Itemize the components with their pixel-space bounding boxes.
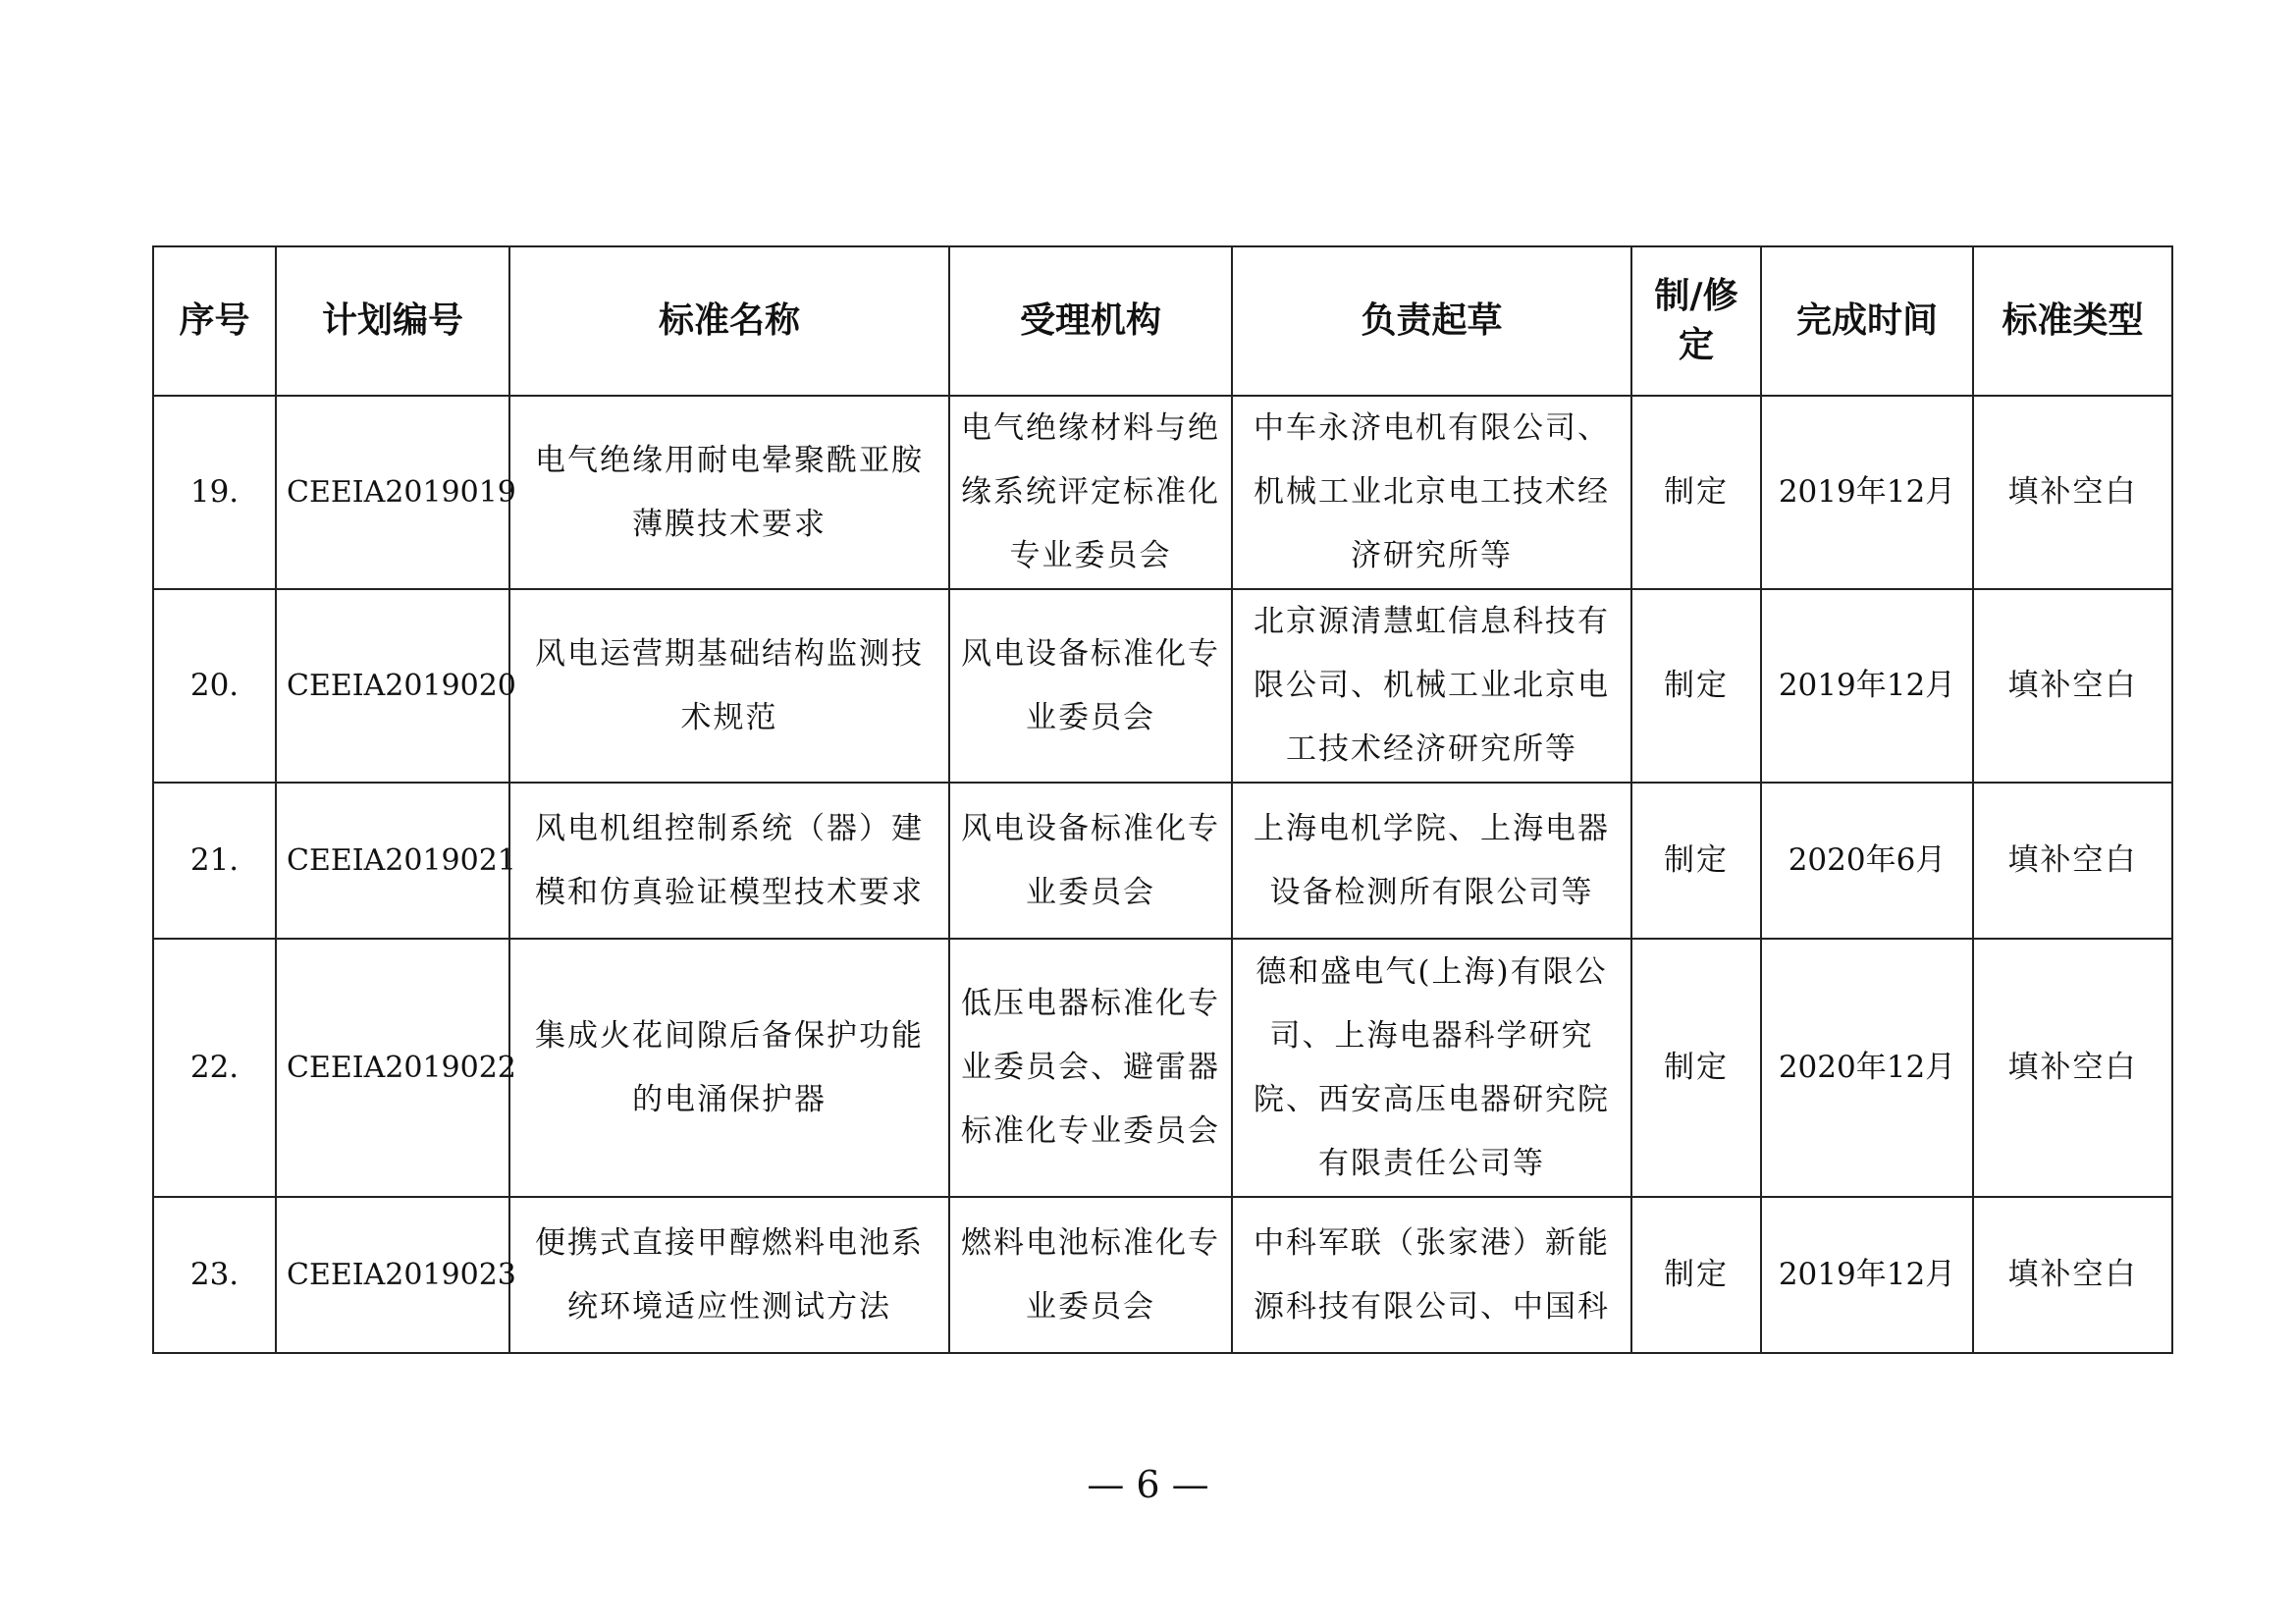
row-date: 2019年12月 [1761,589,1973,783]
row-date: 2020年12月 [1761,939,1973,1197]
row-code: CEEIA2019019 [276,396,509,589]
header-category: 标准类型 [1973,246,2172,396]
row-drafter: 北京源清慧虹信息科技有限公司、机械工业北京电工技术经济研究所等 [1232,589,1631,783]
row-type-action: 制定 [1631,396,1761,589]
row-no: 22. [153,939,276,1197]
row-category: 填补空白 [1973,589,2172,783]
row-drafter: 中车永济电机有限公司、机械工业北京电工技术经济研究所等 [1232,396,1631,589]
row-date: 2019年12月 [1761,1197,1973,1353]
row-date: 2020年6月 [1761,783,1973,939]
row-org: 风电设备标准化专业委员会 [949,783,1232,939]
header-completion: 完成时间 [1761,246,1973,396]
header-plan-code: 计划编号 [276,246,509,396]
row-no: 21. [153,783,276,939]
row-type-action: 制定 [1631,1197,1761,1353]
row-name: 电气绝缘用耐电晕聚酰亚胺薄膜技术要求 [509,396,949,589]
row-category: 填补空白 [1973,939,2172,1197]
table-row [153,939,2172,1197]
row-date: 2019年12月 [1761,396,1973,589]
row-name: 集成火花间隙后备保护功能的电涌保护器 [509,939,949,1197]
row-name: 风电机组控制系统（器）建模和仿真验证模型技术要求 [509,783,949,939]
row-no: 19. [153,396,276,589]
row-code: CEEIA2019021 [276,783,509,939]
standards-table [152,245,2173,1354]
row-org: 电气绝缘材料与绝缘系统评定标准化专业委员会 [949,396,1232,589]
table-row [153,1197,2172,1353]
row-name: 风电运营期基础结构监测技术规范 [509,589,949,783]
row-no: 23. [153,1197,276,1353]
row-org: 低压电器标准化专业委员会、避雷器标准化专业委员会 [949,939,1232,1197]
row-drafter: 上海电机学院、上海电器设备检测所有限公司等 [1232,783,1631,939]
header-standard-name: 标准名称 [509,246,949,396]
header-seq: 序号 [153,246,276,396]
row-type-action: 制定 [1631,939,1761,1197]
row-category: 填补空白 [1973,1197,2172,1353]
row-category: 填补空白 [1973,396,2172,589]
table-row [153,783,2172,939]
row-code: CEEIA2019023 [276,1197,509,1353]
row-drafter: 德和盛电气(上海)有限公司、上海电器科学研究院、西安高压电器研究院有限责任公司等 [1232,939,1631,1197]
row-org: 风电设备标准化专业委员会 [949,589,1232,783]
row-code: CEEIA2019022 [276,939,509,1197]
row-type-action: 制定 [1631,783,1761,939]
header-org: 受理机构 [949,246,1232,396]
header-drafter: 负责起草 [1232,246,1631,396]
table-row [153,589,2172,783]
row-org: 燃料电池标准化专业委员会 [949,1197,1232,1353]
row-type-action: 制定 [1631,589,1761,783]
row-drafter: 中科军联（张家港）新能源科技有限公司、中国科 [1232,1197,1631,1353]
header-type-action: 制/修定 [1631,246,1761,396]
table-row [153,396,2172,589]
row-no: 20. [153,589,276,783]
header-row [153,246,2172,396]
page-number: — 6 — [1087,1463,1209,1506]
row-category: 填补空白 [1973,783,2172,939]
row-code: CEEIA2019020 [276,589,509,783]
row-name: 便携式直接甲醇燃料电池系统环境适应性测试方法 [509,1197,949,1353]
